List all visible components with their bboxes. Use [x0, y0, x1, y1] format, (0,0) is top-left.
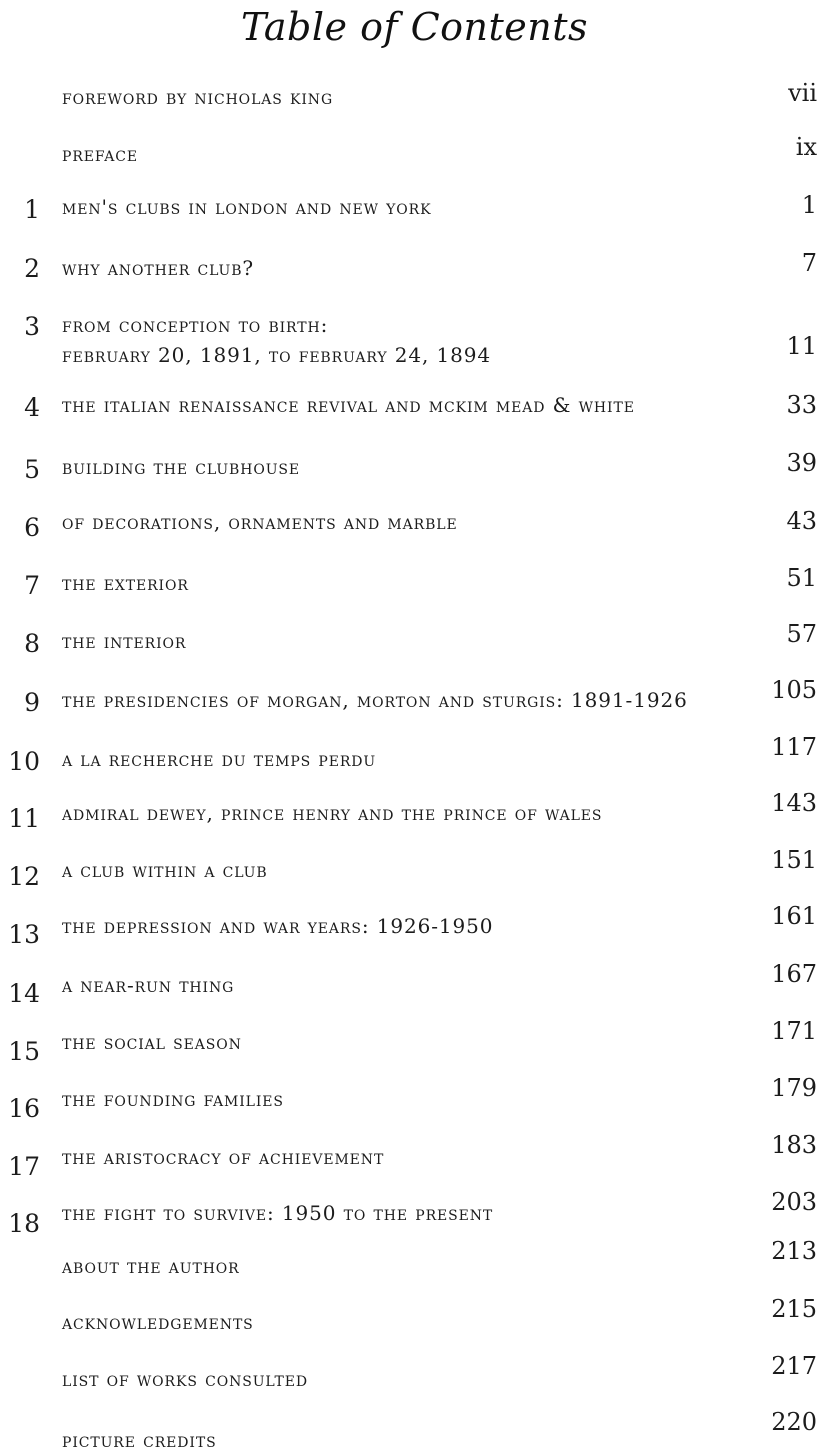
chapter-number: 12 [8, 862, 40, 891]
entry-title: the italian renaissance revival and mckim mead & white [62, 393, 635, 417]
chapter-number: 2 [24, 254, 40, 283]
toc-entry-3[interactable] [0, 309, 829, 369]
page-number: 57 [786, 620, 817, 648]
page-number: 39 [786, 449, 817, 477]
entry-title: foreword by nicholas king [62, 85, 334, 109]
page-number: 117 [771, 733, 817, 761]
chapter-number: 16 [8, 1094, 40, 1123]
entry-title: preface [62, 142, 139, 166]
toc-entry-17[interactable] [0, 1131, 829, 1189]
chapter-number: 5 [24, 455, 40, 484]
entry-title: acknowledgements [62, 1310, 254, 1334]
entry-title: the presidencies of morgan, morton and sturgis: 1891-1926 [62, 688, 688, 712]
entry-title: picture credits [62, 1428, 217, 1452]
entry-title: admiral dewey, prince henry and the prince of wales [62, 801, 603, 825]
chapter-number: 11 [8, 804, 40, 833]
chapter-number: 9 [24, 688, 40, 717]
chapter-number: 3 [24, 312, 40, 341]
entry-title: the founding families [62, 1087, 284, 1111]
page-title: Table of Contents [240, 5, 589, 49]
toc-entry-about-author[interactable] [0, 1237, 829, 1296]
toc-entry-acknowledgements[interactable] [0, 1295, 829, 1354]
page-number: 11 [786, 332, 817, 360]
entry-title: from conception to birth: [62, 313, 329, 337]
toc-entry-6[interactable] [0, 507, 829, 550]
chapter-number: 6 [24, 513, 40, 542]
page-number: 167 [771, 960, 817, 988]
page-number: 203 [771, 1188, 817, 1216]
toc-entry-4[interactable] [0, 390, 829, 430]
entry-title: the exterior [62, 571, 189, 595]
entry-title: of decorations, ornaments and marble [62, 510, 458, 534]
entry-title-block [62, 310, 762, 370]
entry-title: building the clubhouse [62, 455, 301, 479]
page-number: 179 [771, 1074, 817, 1102]
chapter-number: 7 [24, 571, 40, 600]
entry-title: about the author [62, 1254, 240, 1278]
toc-entry-16[interactable] [0, 1074, 829, 1131]
page-number: 213 [771, 1237, 817, 1265]
toc-entry-2[interactable] [0, 251, 829, 291]
page-number: 1 [801, 191, 817, 219]
page-number: 33 [786, 391, 817, 419]
entry-title: the interior [62, 629, 187, 653]
entry-title: a club within a club [62, 858, 268, 882]
entry-title: the social season [62, 1030, 242, 1054]
toc-entry-13[interactable] [0, 902, 829, 957]
page-number: 183 [771, 1131, 817, 1159]
toc-entry-11[interactable] [0, 789, 829, 841]
entry-title: list of works consulted [62, 1367, 308, 1391]
toc-entry-preface[interactable] [0, 133, 829, 177]
entry-title: the aristocracy of achievement [62, 1145, 385, 1169]
page-number: 217 [771, 1352, 817, 1380]
toc-entry-7[interactable] [0, 564, 829, 608]
entry-title: the fight to survive: 1950 to the present [62, 1201, 494, 1225]
chapter-number: 18 [8, 1209, 40, 1238]
chapter-number: 10 [8, 747, 40, 776]
page-number: ix [795, 133, 817, 161]
chapter-number: 1 [24, 195, 40, 224]
toc-entry-14[interactable] [0, 960, 829, 1016]
page-number: 43 [786, 507, 817, 535]
toc-entry-foreword[interactable] [0, 80, 829, 120]
chapter-number: 4 [24, 393, 40, 422]
toc-entry-works-consulted[interactable] [0, 1352, 829, 1412]
entry-title: a la recherche du temps perdu [62, 747, 377, 771]
toc-entry-18[interactable] [0, 1188, 829, 1246]
toc-entry-9[interactable] [0, 676, 829, 725]
entry-title: a near-run thing [62, 973, 235, 997]
page-number: 151 [771, 846, 817, 874]
toc-entry-8[interactable] [0, 620, 829, 666]
page-number: 51 [786, 564, 817, 592]
entry-subtitle: february 20, 1891, to february 24, 1894 [62, 343, 492, 367]
chapter-number: 17 [8, 1152, 40, 1181]
chapter-number: 8 [24, 629, 40, 658]
page-number: 161 [771, 902, 817, 930]
toc-entry-10[interactable] [0, 733, 829, 784]
page-number: 171 [771, 1017, 817, 1045]
toc-entry-picture-credits[interactable] [0, 1408, 829, 1456]
page-number: 220 [771, 1408, 817, 1436]
page-number: 7 [801, 249, 817, 277]
page-number: 143 [771, 789, 817, 817]
page-number: vii [788, 79, 817, 107]
page-number: 105 [771, 676, 817, 704]
toc-entry-5[interactable] [0, 449, 829, 492]
toc-entry-12[interactable] [0, 846, 829, 899]
chapter-number: 15 [8, 1037, 40, 1066]
toc-entry-1[interactable] [0, 192, 829, 232]
toc-entry-15[interactable] [0, 1017, 829, 1074]
entry-title: the depression and war years: 1926-1950 [62, 914, 494, 938]
chapter-number: 13 [8, 920, 40, 949]
entry-title: why another club? [62, 256, 255, 280]
chapter-number: 14 [8, 979, 40, 1008]
entry-title: men's clubs in london and new york [62, 195, 432, 219]
page-number: 215 [771, 1295, 817, 1323]
